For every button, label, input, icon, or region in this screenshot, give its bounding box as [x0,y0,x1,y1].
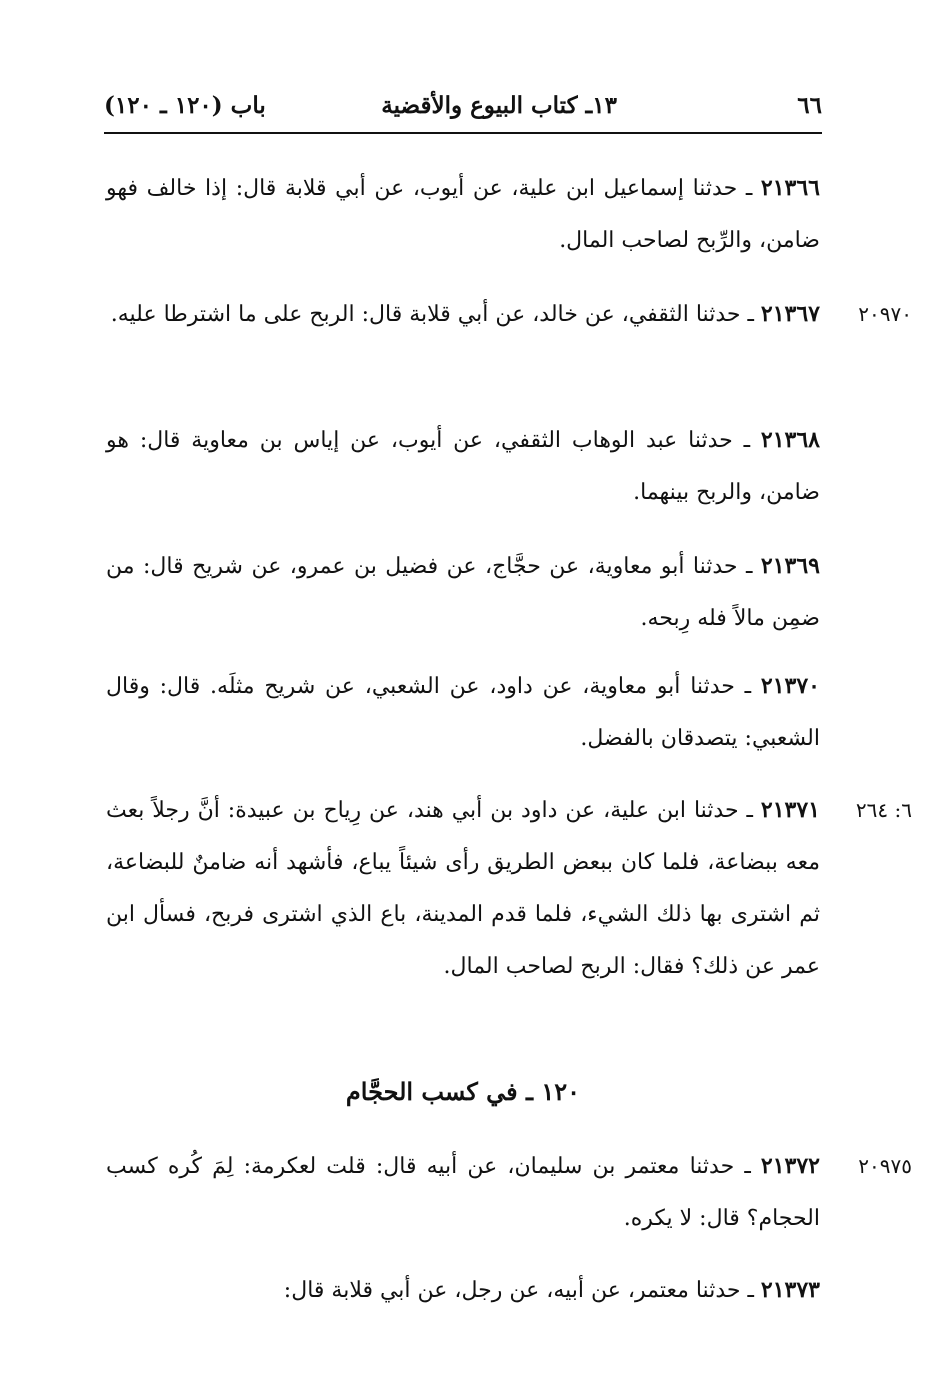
book-title: ١٣ـ كتاب البيوع والأقضية [381,92,617,119]
hadith-entry [106,414,820,519]
hadith-number: ٢١٣٧٣ [760,1277,820,1303]
hadith-text: ـ حدثنا أبو معاوية، عن حجَّاج، عن فضيل بن عمرو، عن شريح قال: من ضمِن مالاً فله رِبحه. [106,554,820,631]
chapter-range: باب (١٢٠ ـ ١٢٠) [104,92,266,119]
running-header [104,88,822,128]
section-heading: ١٢٠ ـ في كسب الحجَّام [345,1077,581,1106]
hadith-number: ٢١٣٦٦ [760,175,820,201]
hadith-text: ـ حدثنا عبد الوهاب الثقفي، عن أيوب، عن إياس بن معاوية قال: هو ضامن، والربح بينهما. [106,428,820,505]
hadith-number: ٢١٣٦٩ [760,553,820,579]
hadith-text: ـ حدثنا إسماعيل ابن علية، عن أيوب، عن أبي قلابة قال: إذا خالف فهو ضامن، والرِّبح لصاحب المال. [106,176,820,253]
page-number: ٦٦ [797,92,822,119]
hadith-entry [106,540,820,645]
hadith-entry [106,1264,820,1317]
hadith-text: ـ حدثنا ابن علية، عن داود بن أبي هند، عن رِياح بن عبيدة: أنَّ رجلاً بعث معه ببضاعة، فلما كان ببعض الطريق رأى شيئاً يباع، فأشهد أنه ضامنٌ للبضاعة، ثم اشترى بها ذلك الشيء، فلما قدم المدينة، باع الذي اشترى فربح، فسأل ابن عمر عن ذلك؟ فقال: الربح لصاحب المال. [106,798,820,979]
hadith-text: ـ حدثنا معتمر، عن أبيه، عن رجل، عن أبي قلابة قال: [283,1278,761,1303]
hadith-number: ٢١٣٧٢ [760,1153,820,1179]
hadith-number: ٢١٣٦٨ [760,427,820,453]
hadith-entry [106,288,820,341]
header-rule [104,132,822,134]
hadith-number: ٢١٣٧١ [760,797,820,823]
hadith-entry [106,1140,820,1245]
hadith-number: ٢١٣٦٧ [760,301,820,327]
hadith-text: ـ حدثنا أبو معاوية، عن داود، عن الشعبي، عن شريح مثلَه. قال: وقال الشعبي: يتصدقان بالفضل. [106,674,820,751]
hadith-text: ـ حدثنا معتمر بن سليمان، عن أبيه قال: قلت لعكرمة: لِمَ كُره كسب الحجام؟ قال: لا يكره. [106,1154,820,1231]
hadith-entry [106,784,820,993]
hadith-number: ٢١٣٧٠ [760,673,820,699]
hadith-entry [106,660,820,765]
margin-reference: ٢٠٩٧٥ [858,1154,912,1178]
margin-reference: ٢٠٩٧٠ [858,302,912,326]
hadith-text: ـ حدثنا الثقفي، عن خالد، عن أبي قلابة قال: الربح على ما اشترطا عليه. [110,302,761,327]
margin-reference: ٦: ٢٦٤ [855,798,912,822]
hadith-entry [106,162,820,267]
